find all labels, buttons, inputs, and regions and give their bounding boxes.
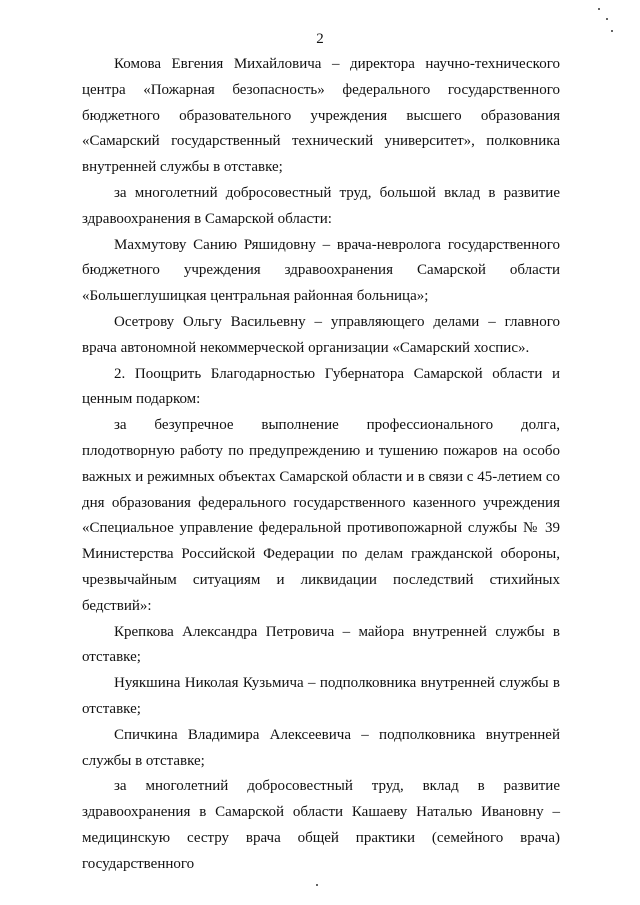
paragraph-kashaeva: за многолетний добросовестный труд, вклад в развитие здравоохранения в Самарской области Кашаеву Наталью Ивановну – медицинскую сестру врача общей практики (семейного врача) государственного [82, 778, 560, 872]
document-body [82, 52, 560, 878]
paragraph-spichkin: Спичкина Владимира Алексеевича – подполковника внутренней службы в отставке; [82, 726, 560, 769]
scan-speck [606, 18, 608, 20]
paragraph-fire-service-merit: за безупречное выполнение профессионального долга, плодотворную работу по предупреждению и тушению пожаров на особо важных и режимных объектах Самарской области и в связи с 45-летием со дня образования федерального государственного казенного учреждения «Специальное управление федеральной противопожарной службы № 39 Министерства Российской Федерации по делам гражданской обороны, чрезвычайным ситуациям и ликвидации последствий стихийных бедствий»: [82, 417, 560, 614]
scan-speck [598, 8, 600, 10]
paragraph-nuyakshin: Нуякшина Николая Кузьмича – подполковника внутренней службы в отставке; [82, 675, 560, 717]
paragraph-komov: Комова Евгения Михайловича – директора научно-технического центра «Пожарная безопасность» федерального государственного бюджетного образовательного учреждения высшего образования «Самарский государственный технический университет», полковника внутренней службы в отставке; [82, 56, 560, 176]
scan-speck [611, 30, 613, 32]
paragraph-krepkov: Крепкова Александра Петровича – майора внутренней службы в отставке; [82, 623, 560, 666]
paragraph-item-2: 2. Поощрить Благодарностью Губернатора Самарской области и ценным подарком: [82, 365, 560, 408]
page-number: 2 [316, 31, 324, 47]
scan-speck [316, 884, 318, 886]
paragraph-osetrova: Осетрову Ольгу Васильевну – управляющего делами – главного врача автономной некоммерческой организации «Самарский хоспис». [82, 313, 560, 356]
paragraph-makhmutova: Махмутову Санию Ряшидовну – врача-невролога государственного бюджетного учреждения здравоохранения Самарской области «Большеглушицкая центральная районная больница»; [82, 236, 560, 305]
paragraph-healthcare-merit: за многолетний добросовестный труд, большой вклад в развитие здравоохранения в Самарской области: [82, 184, 560, 227]
